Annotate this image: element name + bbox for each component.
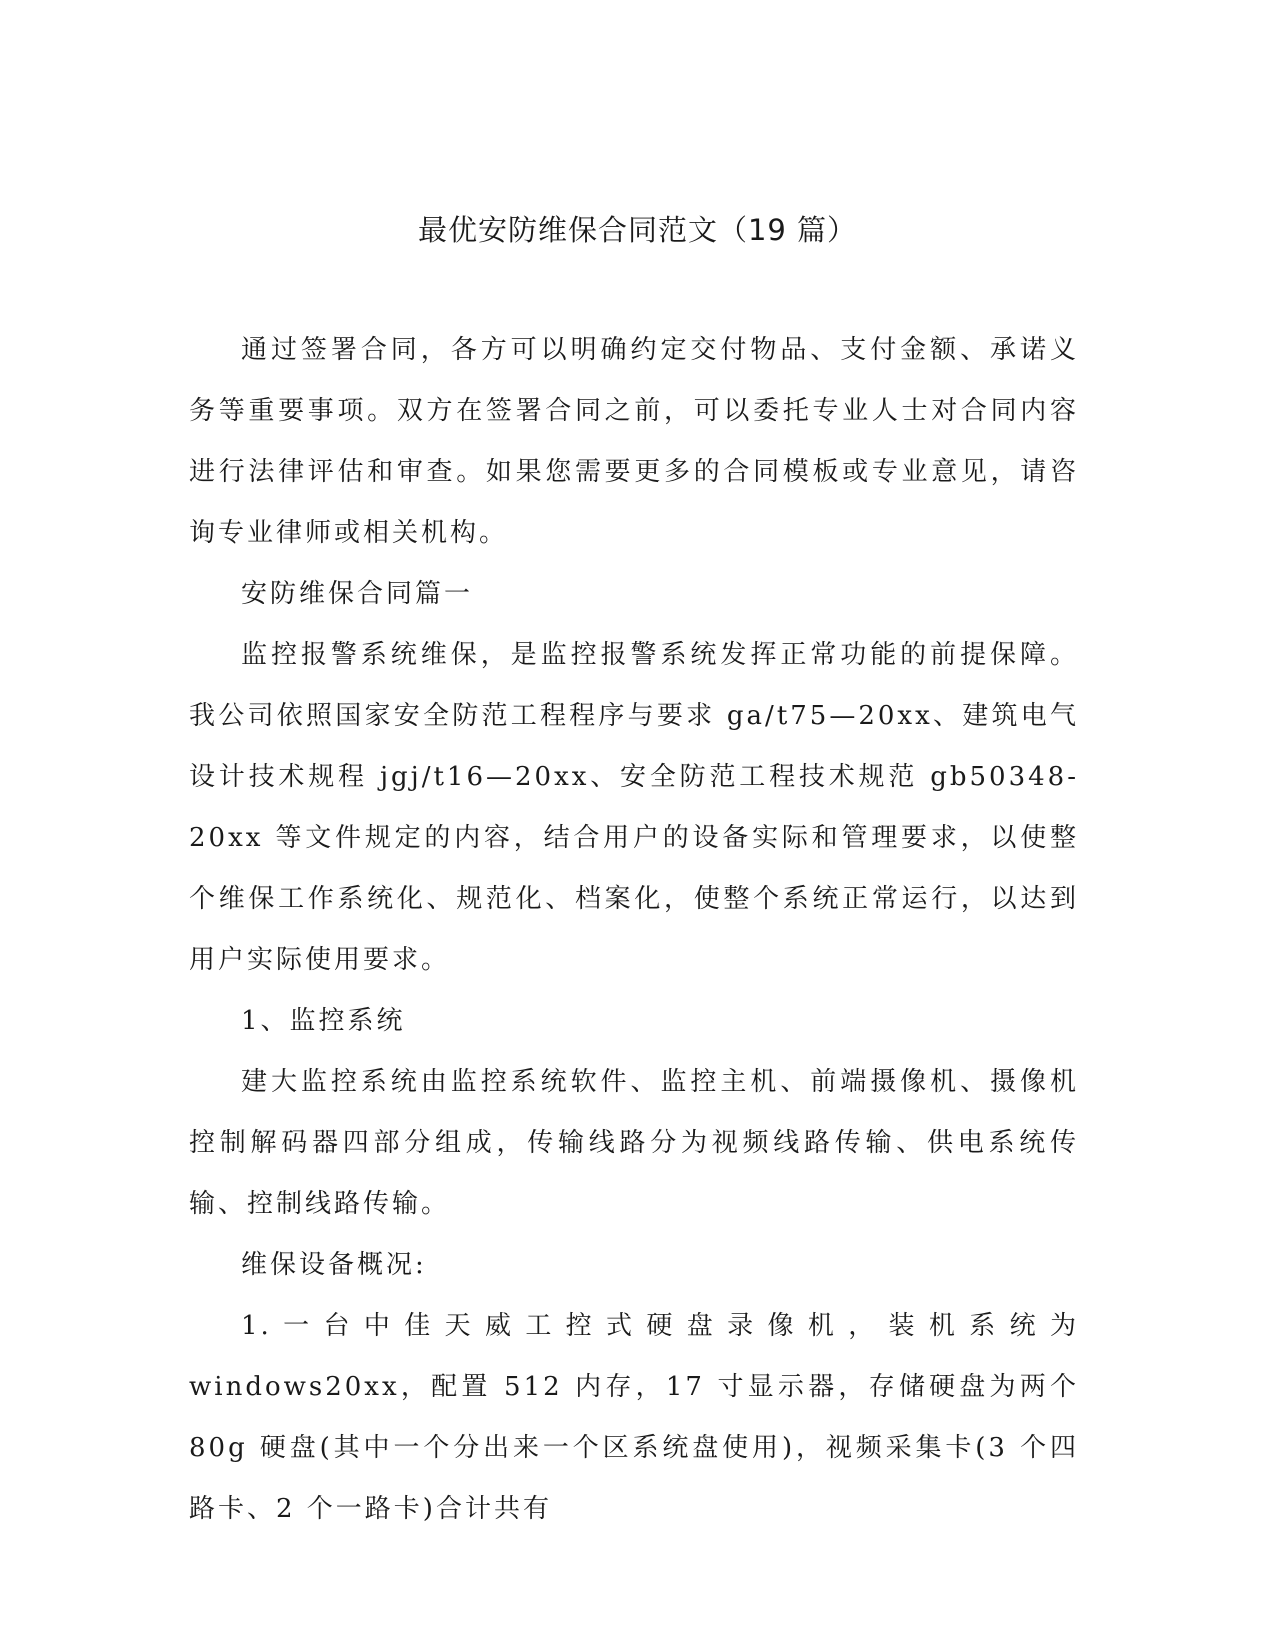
- subsection-heading: 1、监控系统: [241, 1006, 406, 1036]
- intro-paragraph: 通过签署合同，各方可以明确约定交付物品、支付金额、承诺义务等重要事项。双方在签署合同之前，可以委托专业人士对合同内容进行法律评估和审查。如果您需要更多的合同模板或专业意见，请咨询专业律师或相关机构。: [189, 335, 1079, 548]
- document-body: [189, 320, 1079, 1540]
- subsection-label: 维保设备概况:: [241, 1250, 427, 1280]
- document-title: 最优安防维保合同范文（19 篇）: [417, 213, 858, 247]
- body-paragraph: 1.一台中佳天威工控式硬盘录像机，装机系统为 windows20xx，配置 512 内存，17 寸显示器，存储硬盘为两个 80g 硬盘(其中一个分出来一个区系统盘使用)，视频采集卡(3 个四路卡、2 个一路卡)合计共有: [189, 1311, 1079, 1524]
- body-paragraph: 监控报警系统维保，是监控报警系统发挥正常功能的前提保障。我公司依照国家安全防范工程程序与要求 ga/t75—20xx、建筑电气设计技术规程 jgj/t16—20xx、安全防范工程技术规范 gb50348-20xx 等文件规定的内容，结合用户的设备实际和管理要求，以使整个维保工作系统化、规范化、档案化，使整个系统正常运行，以达到用户实际使用要求。: [189, 640, 1079, 975]
- section-heading: 安防维保合同篇一: [241, 579, 474, 609]
- body-paragraph: 建大监控系统由监控系统软件、监控主机、前端摄像机、摄像机控制解码器四部分组成，传输线路分为视频线路传输、供电系统传输、控制线路传输。: [189, 1067, 1079, 1219]
